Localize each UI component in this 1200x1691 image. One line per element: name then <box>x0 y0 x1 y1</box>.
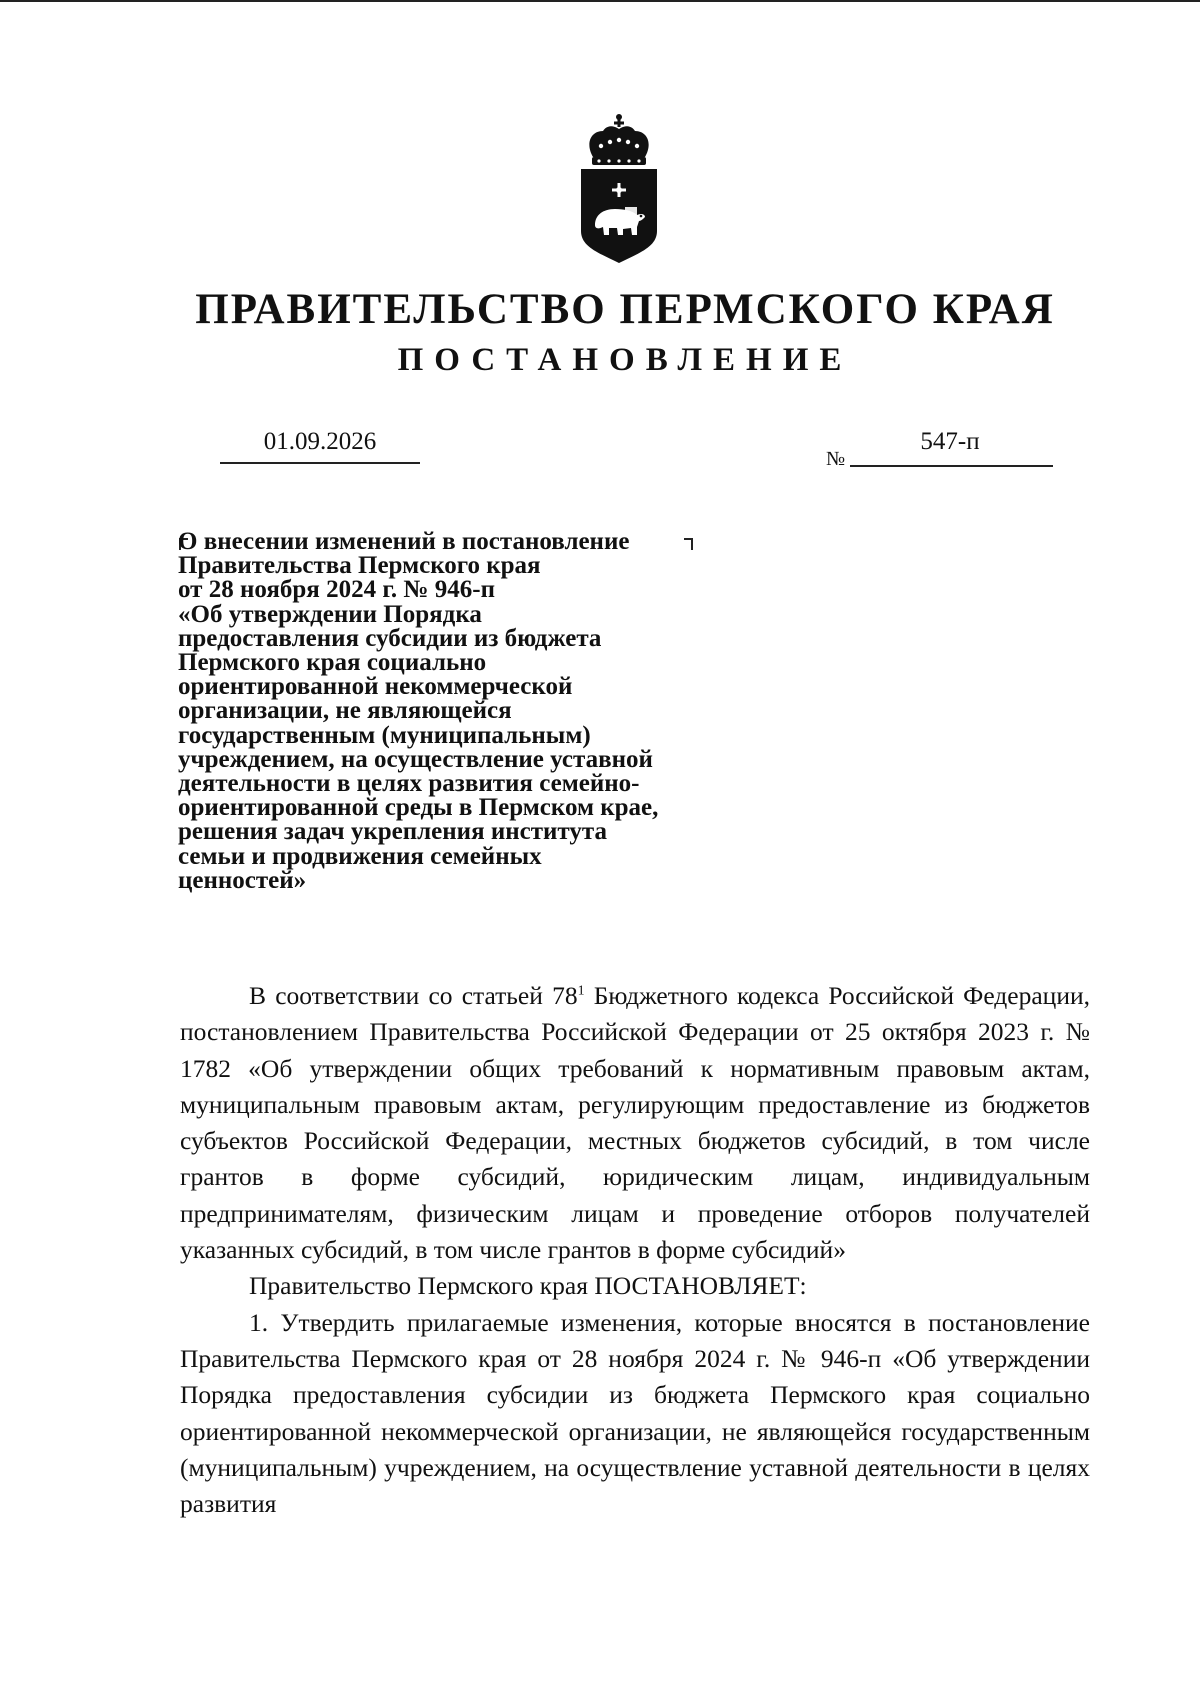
subject-line: Пермского края социально <box>178 649 487 677</box>
subject-line: «Об утверждении Порядка <box>178 600 482 628</box>
document-number: 547-п <box>920 428 980 455</box>
subject-line: государственным (муниципальным) <box>178 721 591 749</box>
subject-line: ценностей» <box>178 866 307 894</box>
resolves-paragraph: Правительство Пермского края ПОСТАНОВЛЯЕТ: <box>249 1271 807 1301</box>
document-body <box>180 978 1090 1522</box>
document-date: 01.09.2026 <box>263 428 377 455</box>
subject-line: решения задач укрепления института <box>178 818 607 846</box>
item-1-paragraph: 1. Утвердить прилагаемые изменения, которые вносятся в постановление Правительства Пермского края от 28 ноября 2024 г. № 946-п «Об утверждении Порядка предоставления субсидии из бюджета Пермского края социально ориентированной некоммерческой организации, не являющейся государственным (муниципальным) учреждением, на осуществление уставной деятельности в целях развития <box>180 1307 1090 1519</box>
preamble-text-rest: Бюджетного кодекса Российской Федерации, постановлением Правительства Российской Федерации от 25 октября 2023 г. № 1782 «Об утверждении общих требований к нормативным правовым актам, муниципальным правовым актам, регулирующим предоставление из бюджетов субъектов Российской Федерации, местных бюджетов субсидий, в том числе грантов в форме субсидий, юридическим лицам, индивидуальным предпринимателям, физическим лицам и проведение отборов получателей указанных субсидий, в том числе грантов в форме субсидий» <box>180 981 1090 1265</box>
article-superscript: 1 <box>577 983 585 999</box>
subject-line: учреждением, на осуществление уставной <box>178 745 653 773</box>
document-subject <box>178 530 798 893</box>
preamble-paragraph <box>180 978 1090 1268</box>
perm-krai-coat-of-arms-icon <box>565 113 673 265</box>
subject-line: Правительства Пермского края <box>178 552 541 580</box>
number-underline <box>850 465 1053 467</box>
preamble-text-start: В соответствии со статьей 78 <box>249 981 578 1010</box>
subject-line: ориентированной некоммерческой <box>178 673 573 701</box>
subject-line: О внесении изменений в постановление <box>178 528 630 555</box>
subject-line: деятельности в целях развития семейно- <box>178 770 640 798</box>
subject-line: семьи и продвижения семейных <box>178 842 542 870</box>
subject-line: организации, не являющейся <box>178 697 512 725</box>
subject-line: ориентированной среды в Пермском крае, <box>178 794 659 822</box>
subject-line: предоставления субсидии из бюджета <box>178 624 602 652</box>
page-top-edge <box>0 0 1200 2</box>
document-type-heading: ПОСТАНОВЛЕНИЕ <box>397 342 853 378</box>
subject-line: от 28 ноября 2024 г. № 946-п <box>178 576 495 604</box>
number-sign: № <box>826 448 846 470</box>
date-underline <box>220 462 420 464</box>
organization-title: ПРАВИТЕЛЬСТВО ПЕРМСКОГО КРАЯ <box>195 286 1055 333</box>
